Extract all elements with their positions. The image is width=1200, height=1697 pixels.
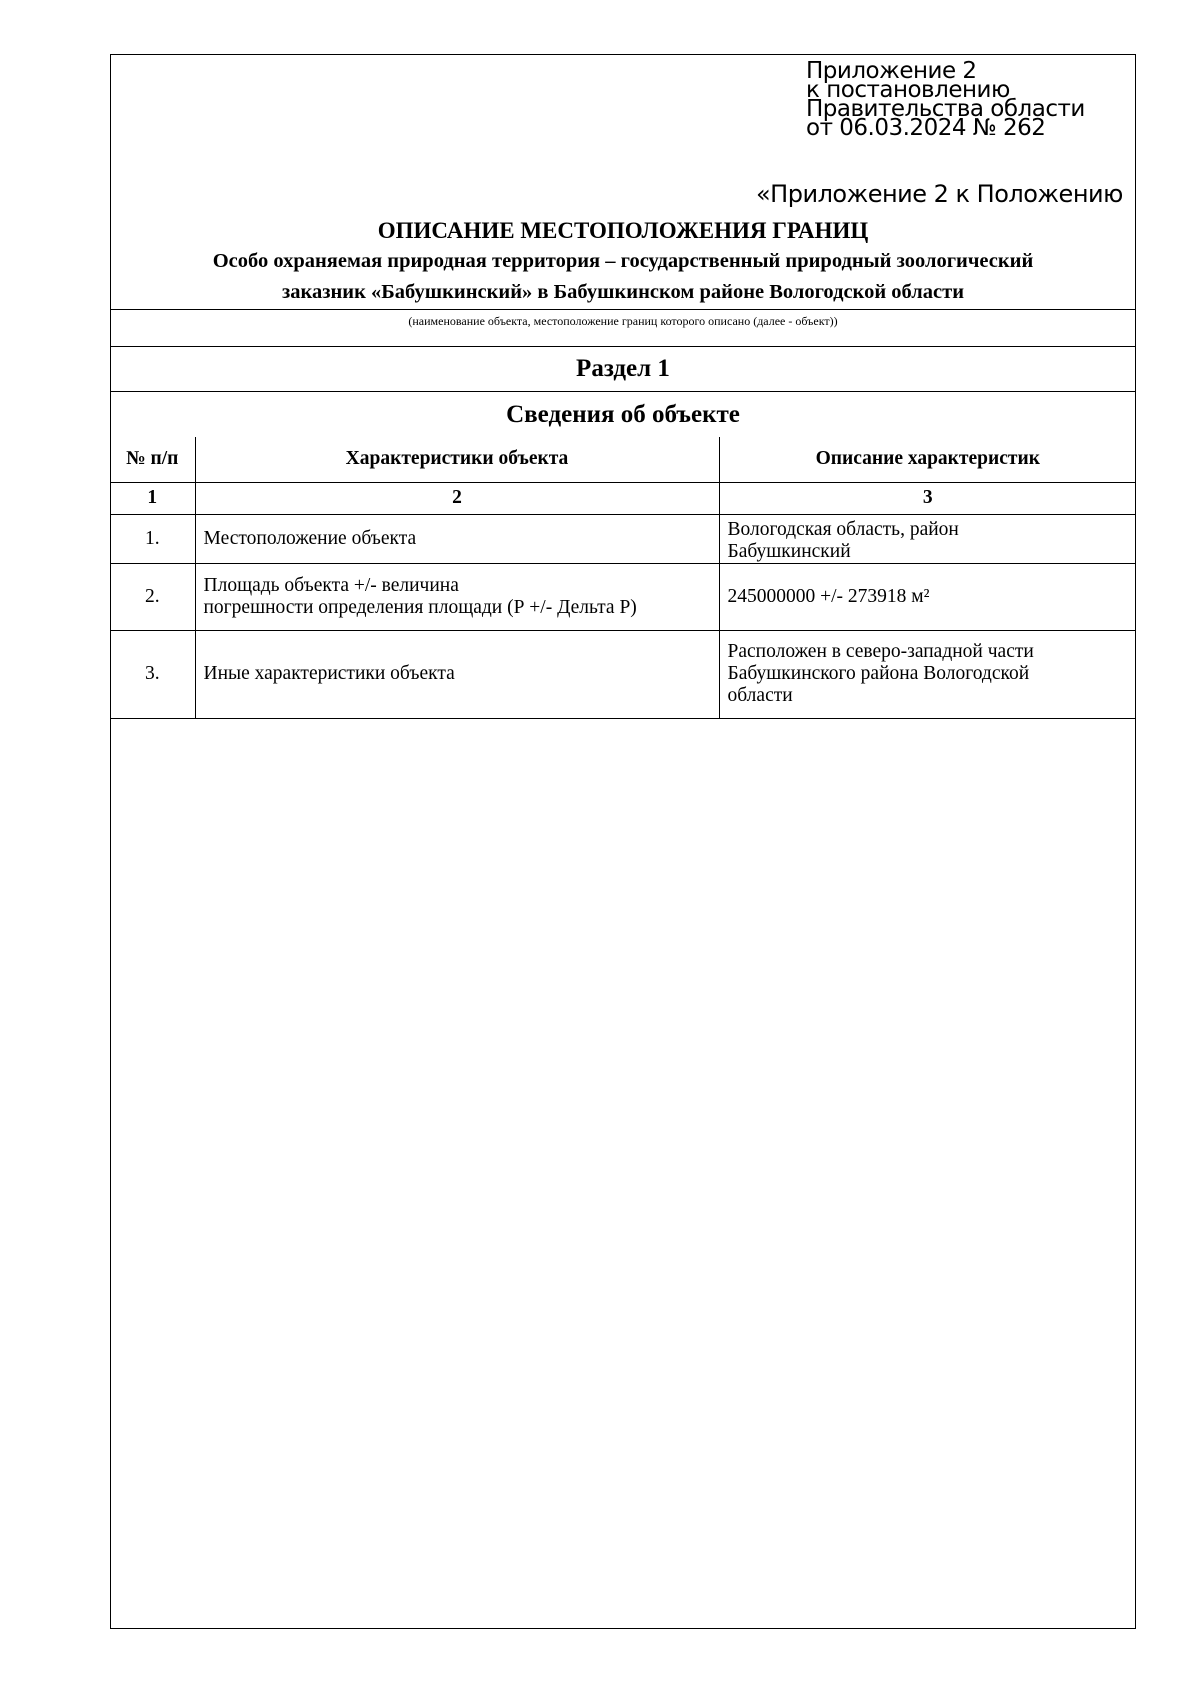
description-line: Вологодская область, район (727, 518, 959, 540)
index-cell: 3 (719, 482, 1136, 514)
divider-line (110, 391, 1136, 392)
section-heading: Сведения об объекте (506, 401, 740, 428)
row-number: 1. (110, 514, 195, 563)
header-characteristic: Характеристики объекта (195, 437, 719, 482)
header-number: № п/п (110, 437, 195, 482)
description-line: Расположен в северо-западной части (727, 641, 1034, 662)
appendix-line-2: к постановлению (806, 77, 1010, 103)
description-line: Бабушкинский (727, 540, 851, 562)
row-number: 3. (110, 630, 195, 718)
index-cell: 1 (110, 482, 195, 514)
row-characteristic (195, 514, 719, 563)
table-row (110, 630, 1136, 718)
section-label: Раздел 1 (576, 355, 670, 382)
divider-line (110, 346, 1136, 347)
appendix-line-4: от 06.03.2024 № 262 (806, 115, 1046, 141)
row-description (719, 563, 1136, 630)
document-subtitle (110, 246, 1136, 308)
row-description (719, 514, 1136, 563)
subtitle-line-1: Особо охраняемая природная территория – государственный природный зоологический (212, 250, 1034, 272)
description-line: 245000000 +/- 273918 м² (727, 585, 930, 607)
description-line: Бабушкинского района Вологодской (727, 663, 1030, 684)
object-info-table (110, 437, 1136, 719)
description-line: области (727, 685, 793, 706)
row-description (719, 630, 1136, 718)
document-title: ОПИСАНИЕ МЕСТОПОЛОЖЕНИЯ ГРАНИЦ (377, 218, 869, 243)
table-index-row (110, 482, 1136, 514)
characteristic-line: Иные характеристики объекта (203, 663, 455, 684)
table-row (110, 563, 1136, 630)
regulation-appendix-label: «Приложение 2 к Положению (756, 180, 1123, 208)
appendix-line-3: Правительства области (806, 96, 1085, 122)
appendix-line-1: Приложение 2 (806, 58, 977, 84)
characteristic-line: погрешности определения площади (Р +/- Дельта Р) (203, 596, 637, 618)
appendix-note (806, 58, 1085, 141)
divider-line (110, 309, 1136, 310)
table-row (110, 514, 1136, 563)
row-characteristic (195, 630, 719, 718)
index-cell: 2 (195, 482, 719, 514)
characteristic-line: Местоположение объекта (203, 527, 417, 549)
characteristic-line: Площадь объекта +/- величина (203, 574, 459, 596)
header-description: Описание характеристик (719, 437, 1136, 482)
row-characteristic (195, 563, 719, 630)
subtitle-line-2: заказник «Бабушкинский» в Бабушкинском районе Вологодской области (281, 281, 965, 303)
object-name-caption: (наименование объекта, местоположение границ которого описано (далее - объект)) (408, 314, 838, 328)
table-header-row (110, 437, 1136, 482)
row-number: 2. (110, 563, 195, 630)
